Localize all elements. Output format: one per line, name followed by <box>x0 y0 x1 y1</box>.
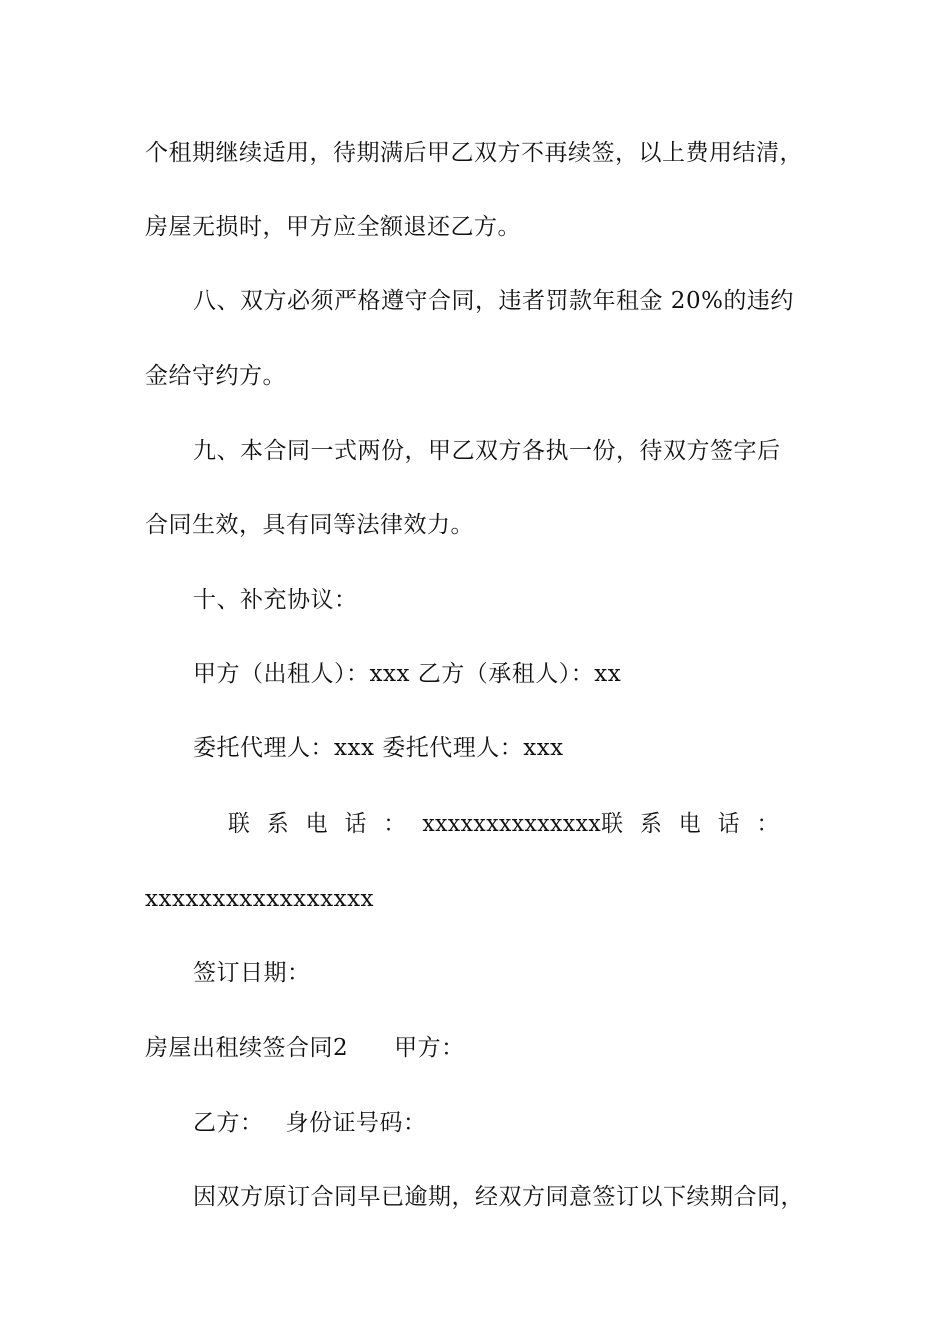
paragraph-line-4 <box>145 361 825 391</box>
paragraph-line-3 <box>193 286 825 316</box>
phone-value-b: xxxxxxxxxxxxxxxxx <box>145 886 375 912</box>
parties-line <box>193 659 825 689</box>
paragraph-line-1 <box>145 138 825 168</box>
text-line: 委托代理人：xxx 委托代理人：xxx <box>193 735 564 761</box>
text-line: 八、双方必须严格遵守合同，违者罚款年租金 20%的违约 <box>193 288 794 314</box>
agents-line <box>193 733 825 763</box>
phone-label-b: 联系电话： <box>601 811 796 837</box>
phone-label-a: 联系电话： <box>228 811 423 837</box>
phone-line <box>228 809 796 839</box>
text-line: 合同生效，具有同等法律效力。 <box>145 512 474 538</box>
contract2-header-line <box>145 1033 825 1063</box>
id-number-label: 身份证号码： <box>285 1110 427 1136</box>
text-line: 房屋无损时，甲方应全额退还乙方。 <box>145 214 521 240</box>
text-line: 因双方原订合同早已逾期，经双方同意签订以下续期合同， <box>193 1184 804 1210</box>
text-line: 九、本合同一式两份，甲乙双方各执一份，待双方签字后 <box>193 438 781 464</box>
party-a-label: 甲方： <box>394 1035 465 1061</box>
paragraph-line-2 <box>145 212 825 242</box>
text-line: 金给守约方。 <box>145 363 286 389</box>
paragraph-line-6 <box>145 510 825 540</box>
party-b-line <box>193 1108 825 1138</box>
contract2-title: 房屋出租续签合同2 <box>145 1035 349 1061</box>
paragraph-line-5 <box>193 436 825 466</box>
sign-date: 签订日期： <box>193 960 311 986</box>
party-b-label: 乙方： <box>193 1110 264 1136</box>
phone-value-a: xxxxxxxxxxxxxx <box>422 811 602 837</box>
text-line: 甲方（出租人）：xxx 乙方（承租人）：xx <box>193 661 622 687</box>
paragraph-last-line <box>193 1182 825 1212</box>
sign-date-line <box>193 958 825 988</box>
text-line: 十、补充协议： <box>193 587 358 613</box>
text-line: 个租期继续适用，待期满后甲乙双方不再续签，以上费用结清， <box>145 140 803 166</box>
supplementary-heading <box>193 585 825 615</box>
phone-value-b-line <box>145 884 825 914</box>
